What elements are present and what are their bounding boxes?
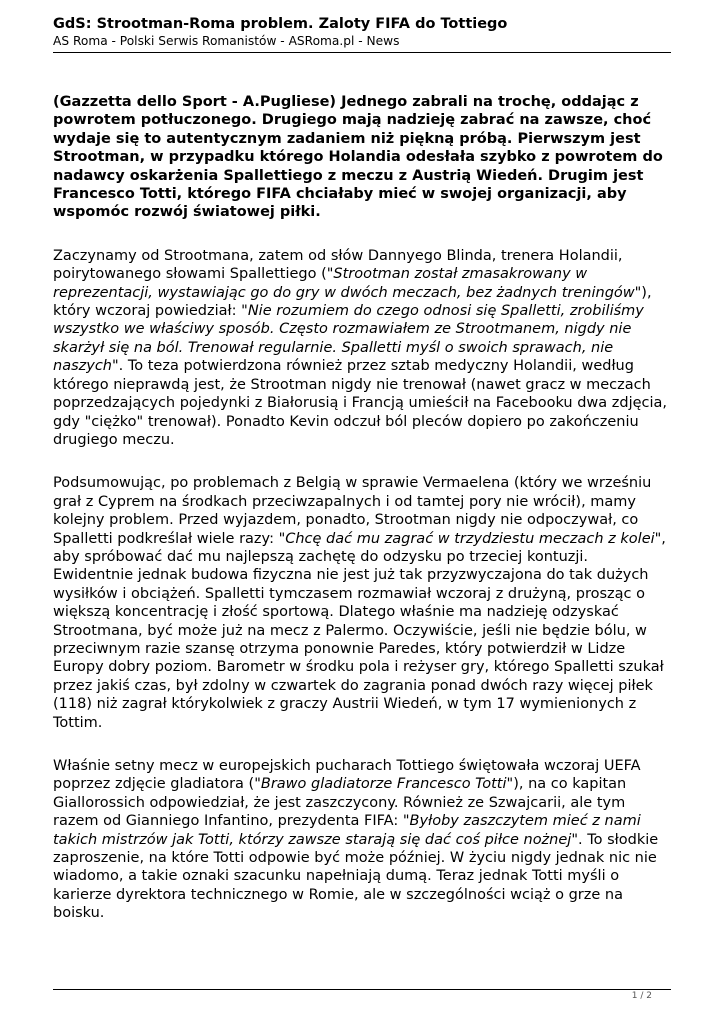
quote-text: Nie rozumiem do czego odnosi się Spalletti, zrobiliśmy wszystko we właściwy sposób. Często rozmawiałem ze Strootmanem, nigdy nie skarżył się na ból. Trenował regularnie. Spalletti myśl o swoich sprawach, nie naszych [53, 303, 644, 375]
footer-divider [53, 989, 671, 990]
paragraph-text: ". To teza potwierdzona również przez sztab medyczny Holandii, według którego nieprawdą jest, że Strootman nigdy nie trenował (nawet gracz w meczach poprzedzających pojedynki z Białorusią i Francją umieścił na Facebooku dwa zdjęcia, gdy "ciężko" trenował). Ponadto Kevin odczuł ból pleców dopiero po zakończeniu drugiego meczu. [53, 358, 668, 448]
header-divider [53, 52, 671, 53]
paragraph-text: "), na co kapitan Giallorossich odpowiedział, że jest zaszczycony. Również ze Szwajcarii, ale tym razem od Gianniego Infantino, prezydenta FIFA: " [53, 776, 627, 830]
paragraph-text: Podsumowując, po problemach z Belgią w sprawie Vermaelena (który we wrześniu grał z Cyprem na środkach przeciwzapalnych i od tamtej pory nie wrócił), mamy kolejny problem. Przed wyjazdem, ponadto, Strootman nigdy nie odpoczywał, co Spalletti podkreślał wiele razy: " [53, 475, 652, 547]
article-paragraph-2 [53, 474, 671, 732]
paragraph-text: "), który wczoraj powiedział: " [53, 284, 652, 320]
document-header [53, 15, 671, 50]
paragraph-text: Właśnie setny mecz w europejskich pucharach Tottiego świętowała wczoraj UEFA poprzez zdjęcie gladiatora (" [53, 758, 641, 793]
quote-text: Strootman został zmasakrowany w reprezentacji, wystawiając go do gry w dwóch meczach, bez żadnych treningów [53, 266, 635, 301]
paragraph-text: Zaczynamy od Strootmana, zatem od słów Dannyego Blinda, trenera Holandii, poirytowanego słowami Spallettiego (" [53, 247, 623, 283]
article-paragraph-1 [53, 247, 671, 449]
site-subtitle: AS Roma - Polski Serwis Romanistów - ASRoma.pl - News [53, 34, 400, 48]
paragraph-text: ". To słodkie zaproszenie, na które Totti odpowie być może później. W życiu nigdy jednak nic nie wiadomo, a takie oznaki szacunku napełniają dumą. Teraz jednak Totti myśli o karierze dyrektora technicznego w Romie, ale w szczególności wciąż o grze na boisku. [53, 831, 659, 922]
article-lead: (Gazzetta dello Sport - A.Pugliese) Jednego zabrali na trochę, oddając z powrotem potłuczonego. Drugiego mają nadzieję zabrać na zawsze, choć wydaje się to autentycznym zadaniem niż piękną próbą. Pierwszym jest Strootman, w przypadku którego Holandia odesłała szybko z powrotem do nadawcy oskarżenia Spallettiego z meczu z Austrią Wiedeń. Drugim jest Francesco Totti, którego FIFA chciałaby mieć w swojej organizacji, aby wspomóc rozwój światowej piłki. [53, 94, 663, 221]
article-body [53, 93, 671, 948]
quote-text: Byłoby zaszczytem mieć z nami takich mistrzów jak Totti, którzy zawsze starają się dać coś piłce nożnej [53, 813, 641, 848]
page-number: 1 / 2 [631, 991, 652, 1001]
quote-text: Brawo gladiatorze Francesco Totti [260, 776, 507, 793]
document-title: GdS: Strootman-Roma problem. Zaloty FIFA do Tottiego [53, 16, 508, 32]
quote-text: Chcę dać mu zagrać w trzydziestu meczach z kolei [285, 530, 655, 547]
paragraph-text: ", aby spróbować dać mu najlepszą zachętę do odzysku po trzeciej kontuzji. Ewidentnie jednak budowa fizyczna nie jest już tak przyzwyczajona do tak dużych wysiłków i obciążeń. Spalletti tymczasem rozmawiał wczoraj z drużyną, prosząc o większą koncentrację i złość sportową. Dlatego właśnie ma nadzieję odzyskać Strootmana, być może już na mecz z Palermo. Oczywiście, jeśli nie będzie bólu, w przeciwnym razie szansę otrzyma ponownie Paredes, który potwierdził w Lidze Europy dobry poziom. Barometr w środku pola i reżyser gry, którego Spalletti szukał przez jakiś czas, był zdolny w czwartek do zagrania ponad dwóch razy więcej piłek (118) niż zagrał którykolwiek z graczy Austrii Wiedeń, w tym 17 wymienionych z Tottim. [53, 530, 666, 731]
article-paragraph-3 [53, 757, 671, 923]
